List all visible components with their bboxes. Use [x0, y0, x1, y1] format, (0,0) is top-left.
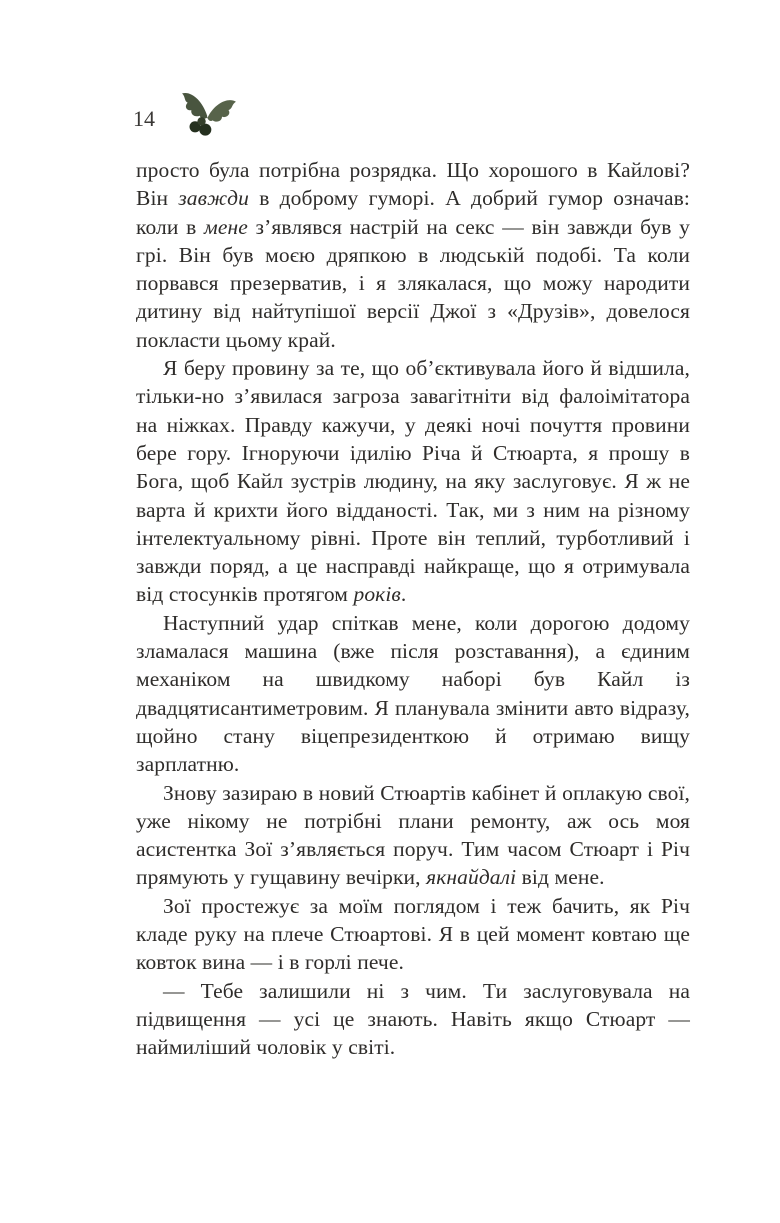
- text-segment: з’являвся настрій на секс — він завжди був у грі. Він був моєю дряпкою в людській подобі. Та коли порвався презерватив, і я злякалася, що можу народити дитину від найтупішої версії Джої з «Друзів», довелося покласти цьому край.: [136, 214, 690, 352]
- text-segment-italic: років: [353, 582, 401, 607]
- paragraph: [136, 354, 690, 609]
- text-segment: в доброму гуморі. А добрий гумор означав: коли в: [136, 186, 690, 239]
- text-segment: Наступний удар спіткав мене, коли дорогою додому зламалася машина (вже після розставання), а єдиним механіком на швидкому наборі був Кайл із двадцятисантиметровим. Я планувала змінити авто відразу, щойно стану віцепрезиденткою й отримаю вищу зарплатню.: [136, 610, 690, 777]
- paragraph: [136, 156, 690, 354]
- paragraph: [136, 977, 690, 1062]
- text-segment: Зої простежує за моїм поглядом і теж бачить, як Річ кладе руку на плече Стюартові. Я в цей момент ковтаю ще ковток вина — і в горлі пече.: [136, 893, 690, 975]
- text-segment-italic: якнайдалі: [426, 865, 517, 890]
- paragraph: [136, 892, 690, 977]
- paragraph: [136, 779, 690, 892]
- holly-icon: [179, 86, 239, 138]
- text-segment: — Тебе залишили ні з чим. Ти заслуговувала на підвищення — усі це знають. Навіть якщо Стюарт — наймиліший чоловік у світі.: [136, 978, 690, 1060]
- page-text: [136, 156, 690, 1062]
- paragraph: [136, 609, 690, 779]
- page-header: [133, 86, 239, 138]
- text-segment: від мене.: [516, 865, 605, 890]
- text-segment: .: [400, 582, 407, 607]
- text-segment: Знову зазираю в новий Стюартів кабінет й оплакую свої, уже нікому не потрібні плани ремонту, аж ось моя асистентка Зої з’являється поруч. Тим часом Стюарт і Річ прямують у гущавину вечірки,: [136, 780, 690, 890]
- text-segment-italic: мене: [204, 214, 248, 239]
- text-segment-italic: завжди: [178, 186, 250, 211]
- page-number: 14: [133, 106, 155, 131]
- text-segment: Я беру провину за те, що об’єктивувала його й відшила, тільки-но з’явилася загроза завагітніти від фалоімітатора на ніжках. Правду кажучи, у деякі ночі почуття провини бере гору. Ігноруючи ідилію Річа й Стюарта, я прошу в Бога, щоб Кайл зустрів людину, на яку заслуговує. Я ж не варта й крихти його відданості. Так, ми з ним на різному інтелектуальному рівні. Проте він теплий, турботливий і завжди поряд, а це насправді найкраще, що я отримувала від стосунків протягом: [136, 356, 690, 607]
- text-segment: просто була потрібна розрядка. Що хорошого в Кайлові? Він: [136, 158, 690, 211]
